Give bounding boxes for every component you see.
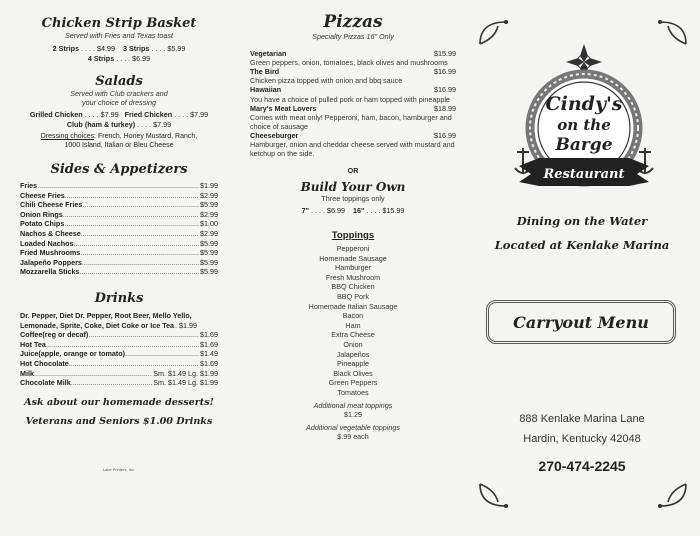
grilled-chicken: Grilled Chicken (29, 110, 83, 119)
pizza-desc: Hamburger, onion and cheddar cheese served with mustard and ketchup on the side. (250, 140, 455, 159)
pizzas-subtitle: Specialty Pizzas 16" Only (312, 32, 394, 41)
salads-subtitle-2: your choice of dressing (82, 98, 156, 107)
topping-item: Green Peppers (328, 378, 378, 388)
address-line-1: 888 Kenlake Marina Lane (519, 413, 645, 425)
side-item-price: $5.99 (200, 248, 218, 258)
drink-item-price: $1.49 (200, 349, 218, 359)
side-item (20, 258, 218, 268)
pizza-item-header (250, 67, 456, 76)
logo-banner-text: Restaurant (543, 167, 625, 182)
salads-title: Salads (95, 74, 143, 89)
dressing-list-2: 1000 Island, Italian or Bleu Cheese (64, 142, 174, 149)
pizza-name: Cheeseburger (250, 130, 299, 140)
dressing-note (20, 132, 218, 141)
meat-toppings-price: $1.29 (344, 410, 362, 420)
dressing-list-1: : French, Honey Mustard, Ranch, (94, 133, 198, 140)
side-item (20, 200, 218, 210)
sides-title: Sides & Appetizers (50, 162, 188, 177)
side-item (20, 191, 218, 201)
leader-dots (34, 369, 152, 379)
drink-item-name: Chocolate Milk (20, 378, 71, 388)
pizza-item-header (250, 85, 456, 94)
chicken-prices-row1 (20, 44, 218, 54)
soda-line-1: Dr. Pepper, Diet Dr. Pepper, Root Beer, Mello Yello, (20, 310, 192, 320)
drink-item (20, 369, 218, 379)
side-item (20, 248, 218, 258)
dessert-note: Ask about our homemade desserts! (24, 396, 214, 408)
side-item-name: Potato Chips (20, 219, 65, 229)
side-item-name: Fried Mushrooms (20, 248, 81, 258)
drink-item-name: Hot Tea (20, 339, 46, 349)
pizza-name: Hawaiian (250, 85, 282, 95)
chicken-title: Chicken Strip Basket (41, 16, 197, 31)
fried-chicken-price: . . . . $7.99 (174, 110, 209, 119)
drink-item-price: Sm. $1.49 Lg. $1.99 (153, 368, 218, 378)
side-item-name: Jalapeño Poppers (20, 257, 82, 267)
side-item-price: $1.99 (200, 181, 218, 190)
dining-line-2: Located at Kenlake Marina (494, 238, 670, 252)
side-item-name: Chili Cheese Fries (20, 200, 83, 210)
pizza-item-header (250, 49, 456, 58)
topping-item: Extra Cheese (331, 330, 375, 340)
soda-price: . $1.99 (175, 320, 198, 330)
pizza-item (250, 104, 456, 131)
strips-3: 3 Strips (123, 44, 150, 53)
drinks-title: Drinks (94, 290, 144, 306)
leader-dots (88, 330, 199, 340)
side-item-name: Nachos & Cheese (20, 228, 81, 238)
topping-item: Jalapeños (336, 349, 370, 359)
club-salad: Club (ham & turkey) (66, 120, 136, 129)
byo-7-price: . . . . $6.99 (311, 206, 345, 216)
strips-2-price: . . . . $4.99 (81, 44, 115, 53)
drink-item-price: $1.69 (200, 358, 218, 368)
byo-16-price: . . . . $15.99 (366, 206, 405, 216)
side-item (20, 239, 218, 249)
topping-item: Homemade Italian Sausage (308, 301, 398, 311)
side-item-price: $5.99 (200, 257, 218, 267)
drink-item-price: Sm. $1.49 Lg. $1.99 (153, 378, 218, 388)
byo-16: 16" (353, 206, 365, 216)
pizza-desc: Green peppers, onion, tomatoes, black olives and mushrooms (250, 58, 448, 68)
veterans-note: Veterans and Seniors $1.00 Drinks (25, 415, 213, 427)
drink-item (20, 330, 218, 340)
leader-dots (80, 248, 199, 258)
restaurant-logo (509, 40, 659, 200)
topping-item: Bacon (342, 311, 364, 321)
grilled-chicken-price: . . . . $7.99 (84, 110, 119, 119)
pizza-desc: Chicken pizza topped with onion and bbq sauce (250, 76, 403, 86)
pizza-price: $18.99 (434, 103, 456, 113)
topping-item: Onion (343, 339, 363, 349)
leader-dots (74, 239, 199, 249)
salads-subtitle-1: Served with Club crackers and (70, 89, 168, 98)
printer-credit: Lake Printers, Inc. (102, 466, 136, 472)
drink-item (20, 349, 218, 359)
topping-item: BBQ Chicken (331, 282, 375, 292)
topping-item: Ham (345, 320, 361, 330)
drink-item (20, 378, 218, 388)
pizza-price: $16.99 (434, 130, 456, 140)
fried-chicken: Fried Chicken (124, 110, 173, 119)
side-item-price: $2.99 (200, 228, 218, 238)
strips-2: 2 Strips (52, 44, 80, 53)
side-item-price: $5.99 (200, 200, 218, 210)
logo-line-2: on the (557, 116, 611, 134)
pizza-price: $16.99 (434, 67, 456, 77)
pizza-desc: Comes with meat only! Pepperoni, ham, bacon, hamburger and choice of sausage (250, 112, 452, 131)
pizza-item-header (250, 104, 456, 113)
phone-number: 270-474-2245 (538, 458, 626, 474)
leader-dots (64, 219, 199, 229)
side-item-price: $5.99 (200, 267, 218, 277)
byo-subtitle: Three toppings only (321, 194, 385, 204)
pizza-item (250, 49, 456, 67)
toppings-list (250, 244, 456, 398)
drink-item-name: Milk (20, 368, 34, 378)
pizza-price: $15.99 (434, 49, 456, 58)
byo-title: Build Your Own (300, 180, 406, 195)
side-item (20, 181, 218, 191)
drink-item (20, 340, 218, 350)
middle-panel (232, 0, 464, 536)
drink-item-price: $1.69 (200, 339, 218, 349)
side-item-price: $1.00 (200, 219, 218, 229)
right-panel (464, 0, 700, 536)
salads-row2 (20, 120, 218, 130)
topping-item: Homemade Sausage (319, 253, 387, 263)
side-item-price: $2.99 (200, 209, 218, 219)
logo-line-3: Barge (555, 135, 613, 155)
soda-line-2 (20, 321, 218, 331)
corner-flourish-icon (650, 480, 690, 510)
chicken-subtitle: Served with Fries and Texas toast (65, 31, 173, 40)
drink-item-extra: (apple, orange or tomato) (38, 349, 126, 359)
side-item-name: Cheese Fries (20, 190, 65, 200)
pizza-name: Mary's Meat Lovers (250, 103, 317, 113)
or-divider: OR (347, 166, 359, 176)
drink-item (20, 359, 218, 369)
leader-dots (65, 191, 199, 201)
drinks-list (20, 330, 218, 388)
left-panel (0, 0, 232, 536)
drink-item-name: Coffee (20, 330, 43, 340)
leader-dots (81, 229, 199, 239)
side-item-name: Onion Rings (20, 209, 63, 219)
topping-item: Pineapple (337, 359, 369, 369)
pizza-price: $16.99 (434, 85, 456, 95)
club-salad-price: . . . . $7.99 (137, 120, 172, 129)
side-item (20, 267, 218, 277)
address-line-2: Hardin, Kentucky 42048 (523, 433, 641, 445)
drink-item-name: Juice (20, 349, 39, 359)
topping-item: Black Olives (333, 368, 373, 378)
soda-names-2: Lemonade, Sprite, Coke, Diet Coke or Ice Tea (20, 320, 175, 330)
pizza-item (250, 131, 456, 158)
topping-item: Tomatoes (337, 387, 369, 397)
leader-dots (69, 359, 199, 369)
topping-item: Fresh Mushroom (325, 272, 381, 282)
topping-item: Pepperoni (336, 244, 370, 254)
corner-flourish-icon (476, 480, 516, 510)
byo-7: 7" (301, 206, 310, 216)
side-item (20, 229, 218, 239)
strips-4: 4 Strips (87, 54, 115, 63)
pizza-item-header (250, 131, 456, 140)
strips-3-price: . . . . $5.99 (151, 44, 186, 53)
leader-dots (71, 378, 153, 388)
dining-line-1: Dining on the Water (516, 214, 648, 228)
side-item-price: $5.99 (200, 238, 218, 248)
pizza-name: The Bird (250, 67, 280, 77)
leader-dots (80, 267, 199, 277)
leader-dots (125, 349, 199, 359)
leader-dots (63, 210, 199, 220)
side-item-price: $2.99 (200, 190, 218, 200)
chicken-prices-row2 (20, 54, 218, 64)
toppings-title: Toppings (331, 230, 375, 242)
sides-list (20, 181, 218, 277)
meat-toppings-label: Additional meat toppings (313, 400, 393, 410)
pizza-list (250, 49, 456, 158)
side-item (20, 219, 218, 229)
side-item-name: Mozzarella Sticks (20, 267, 80, 277)
dressing-label: Dressing choices (40, 133, 95, 140)
carryout-title: Carryout Menu (513, 313, 649, 332)
side-item-name: Loaded Nachos (20, 238, 74, 248)
pizza-name: Vegetarian (250, 49, 287, 58)
salads-row1 (20, 110, 218, 120)
side-item (20, 210, 218, 220)
byo-prices (250, 206, 456, 216)
leader-dots (82, 258, 199, 268)
veg-toppings-price: $.99 each (337, 432, 369, 442)
pizza-item (250, 67, 456, 85)
topping-item: Hamburger (335, 263, 371, 273)
leader-dots (37, 181, 199, 191)
drink-item-name: Hot Chocolate (20, 358, 69, 368)
leader-dots (82, 200, 199, 210)
drink-item-extra: (reg or decaf) (42, 330, 89, 340)
veg-toppings-label: Additional vegetable toppings (306, 422, 400, 432)
strips-4-price: . . . . $6.99 (116, 54, 151, 63)
topping-item: BBQ Pork (337, 291, 369, 301)
pizzas-title: Pizzas (323, 12, 383, 32)
pizza-item (250, 85, 456, 103)
pizza-desc: You have a choice of pulled pork or ham topped with pineapple (250, 94, 450, 104)
leader-dots (46, 340, 199, 350)
side-item-name: Fries (20, 181, 38, 190)
drink-item-price: $1.69 (200, 330, 218, 340)
logo-line-1: Cindy's (545, 93, 623, 115)
